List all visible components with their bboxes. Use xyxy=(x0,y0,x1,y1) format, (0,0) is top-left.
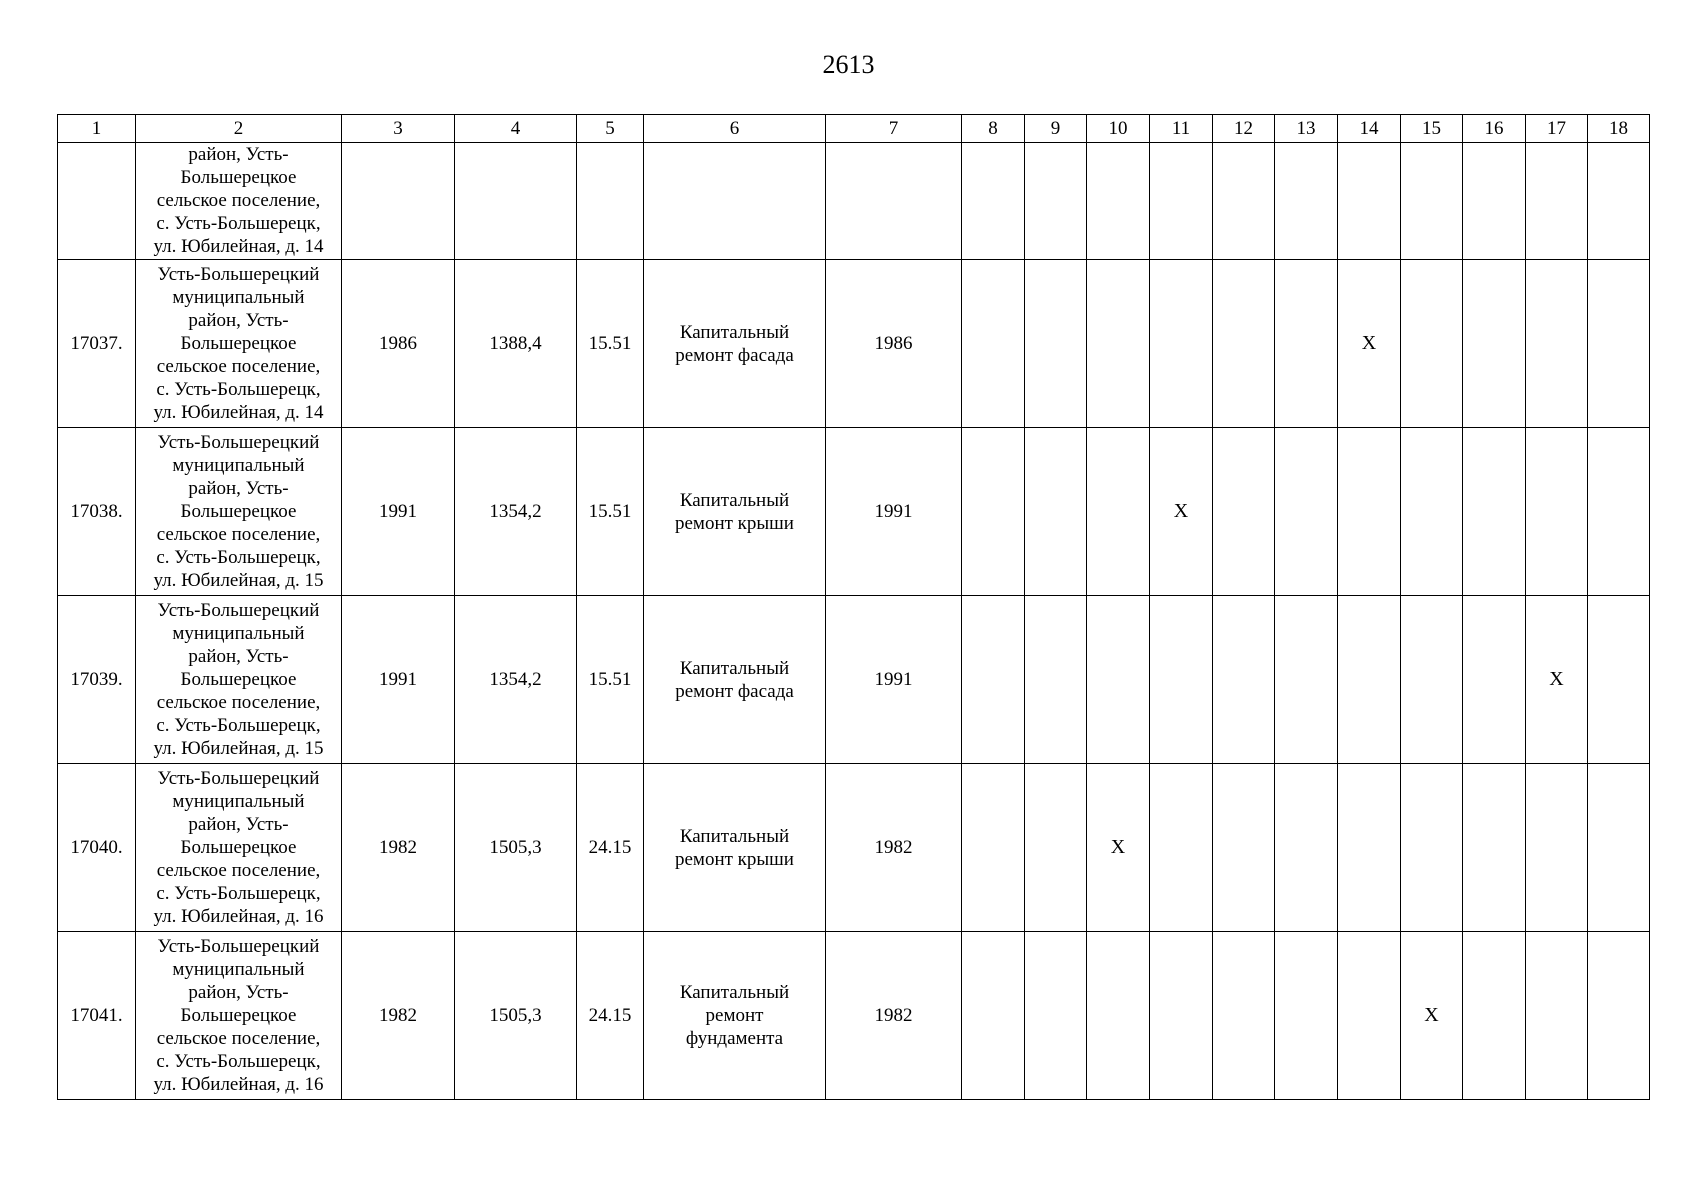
text-line: район, Усть- xyxy=(188,310,289,331)
cost-cell: 24.15 xyxy=(577,932,644,1100)
text-line: район, Усть- xyxy=(188,982,289,1003)
text-line: сельское поселение, xyxy=(156,190,321,211)
work-type-cell xyxy=(644,428,826,596)
empty-cell-8 xyxy=(962,932,1025,1100)
text-line: ул. Юбилейная, д. 15 xyxy=(153,738,324,759)
work-type-cell xyxy=(644,596,826,764)
empty-cell-13 xyxy=(1275,143,1338,260)
mark-cell-15: X xyxy=(1401,932,1463,1100)
text-line: ремонт xyxy=(705,1005,764,1026)
empty-cell-9 xyxy=(1025,764,1087,932)
text-line: Капитальный xyxy=(679,825,790,847)
empty-cell-18 xyxy=(1588,428,1650,596)
text-line: ремонт фасада xyxy=(675,344,794,366)
column-number-16: 16 xyxy=(1463,115,1526,143)
table-row xyxy=(58,260,1650,428)
column-number-13: 13 xyxy=(1275,115,1338,143)
text-line: ул. Юбилейная, д. 16 xyxy=(153,1074,324,1095)
empty-cell-8 xyxy=(962,260,1025,428)
row-number-cell: 17041. xyxy=(58,932,136,1100)
column-number-14: 14 xyxy=(1338,115,1401,143)
column-number-10: 10 xyxy=(1087,115,1150,143)
empty-cell-17 xyxy=(1526,260,1588,428)
column-number-3: 3 xyxy=(342,115,455,143)
empty-cell-17 xyxy=(1526,932,1588,1100)
table-body xyxy=(58,115,1650,1100)
empty-cell-9 xyxy=(1025,260,1087,428)
mark-cell-14: X xyxy=(1338,260,1401,428)
empty-cell-12 xyxy=(1213,932,1275,1100)
column-number-4: 4 xyxy=(455,115,577,143)
text-line: с. Усть-Большерецк, xyxy=(156,715,321,736)
text-line: Усть-Большерецкий xyxy=(157,432,320,453)
work-type-cell xyxy=(644,260,826,428)
text-line: Капитальный xyxy=(679,321,790,343)
text-line: сельское поселение, xyxy=(156,356,321,377)
text-line: муниципальный xyxy=(172,791,305,812)
address-cell xyxy=(136,764,342,932)
empty-cell-13 xyxy=(1275,932,1338,1100)
text-line: ремонт крыши xyxy=(675,512,794,534)
address-cell xyxy=(136,260,342,428)
empty-cell-13 xyxy=(1275,428,1338,596)
area-cell xyxy=(455,143,577,260)
text-line: муниципальный xyxy=(172,287,305,308)
empty-cell-16 xyxy=(1463,143,1526,260)
work-type-cell xyxy=(644,764,826,932)
text-line: район, Усть- xyxy=(188,814,289,835)
mark-cell-11: X xyxy=(1150,428,1213,596)
text-line: сельское поселение, xyxy=(156,524,321,545)
text-line: с. Усть-Большерецк, xyxy=(156,883,321,904)
empty-cell-9 xyxy=(1025,932,1087,1100)
area-cell: 1354,2 xyxy=(455,596,577,764)
mark-cell-17: X xyxy=(1526,596,1588,764)
text-line: муниципальный xyxy=(172,959,305,980)
page-number: 2613 xyxy=(822,50,875,79)
empty-cell-15 xyxy=(1401,428,1463,596)
text-line: район, Усть- xyxy=(188,478,289,499)
address-cell xyxy=(136,596,342,764)
table-row xyxy=(58,764,1650,932)
empty-cell-12 xyxy=(1213,143,1275,260)
work-year-cell: 1982 xyxy=(826,932,962,1100)
empty-cell-16 xyxy=(1463,428,1526,596)
empty-cell-8 xyxy=(962,428,1025,596)
text-line: фундамента xyxy=(685,1028,784,1049)
empty-cell-10 xyxy=(1087,428,1150,596)
empty-cell-13 xyxy=(1275,764,1338,932)
column-number-5: 5 xyxy=(577,115,644,143)
year-cell: 1982 xyxy=(342,764,455,932)
empty-cell-13 xyxy=(1275,596,1338,764)
empty-cell-10 xyxy=(1087,596,1150,764)
text-line: Усть-Большерецкий xyxy=(157,600,320,621)
empty-cell-14 xyxy=(1338,596,1401,764)
column-number-18: 18 xyxy=(1588,115,1650,143)
text-line: Большерецкое xyxy=(180,1005,297,1026)
text-line: муниципальный xyxy=(172,623,305,644)
text-line: с. Усть-Большерецк, xyxy=(156,379,321,400)
address-cell xyxy=(136,932,342,1100)
column-number-row xyxy=(58,115,1650,143)
work-year-cell: 1986 xyxy=(826,260,962,428)
table-row xyxy=(58,428,1650,596)
empty-cell-14 xyxy=(1338,764,1401,932)
column-number-7: 7 xyxy=(826,115,962,143)
year-cell xyxy=(342,143,455,260)
table-row xyxy=(58,932,1650,1100)
column-number-15: 15 xyxy=(1401,115,1463,143)
capital-repair-table xyxy=(57,114,1650,1100)
cost-cell: 15.51 xyxy=(577,260,644,428)
empty-cell-17 xyxy=(1526,428,1588,596)
work-year-cell: 1982 xyxy=(826,764,962,932)
text-line: район, Усть- xyxy=(188,144,289,165)
table-row xyxy=(58,596,1650,764)
text-line: ремонт фасада xyxy=(675,680,794,702)
text-line: ул. Юбилейная, д. 14 xyxy=(153,236,324,257)
text-line: с. Усть-Большерецк, xyxy=(156,213,321,234)
empty-cell-10 xyxy=(1087,260,1150,428)
work-year-cell: 1991 xyxy=(826,596,962,764)
text-line: Большерецкое xyxy=(180,167,297,188)
empty-cell-18 xyxy=(1588,143,1650,260)
empty-cell-17 xyxy=(1526,764,1588,932)
cost-cell xyxy=(577,143,644,260)
column-number-1: 1 xyxy=(58,115,136,143)
text-line: ул. Юбилейная, д. 15 xyxy=(153,570,324,591)
empty-cell-13 xyxy=(1275,260,1338,428)
cost-cell: 15.51 xyxy=(577,596,644,764)
column-number-2: 2 xyxy=(136,115,342,143)
empty-cell-10 xyxy=(1087,143,1150,260)
text-line: Большерецкое xyxy=(180,837,297,858)
empty-cell-11 xyxy=(1150,596,1213,764)
table-row xyxy=(58,143,1650,260)
empty-cell-12 xyxy=(1213,428,1275,596)
text-line: Большерецкое xyxy=(180,501,297,522)
row-number-cell: 17037. xyxy=(58,260,136,428)
empty-cell-18 xyxy=(1588,764,1650,932)
empty-cell-14 xyxy=(1338,932,1401,1100)
year-cell: 1991 xyxy=(342,428,455,596)
row-number-cell: 17038. xyxy=(58,428,136,596)
empty-cell-8 xyxy=(962,143,1025,260)
year-cell: 1991 xyxy=(342,596,455,764)
text-line: муниципальный xyxy=(172,455,305,476)
empty-cell-12 xyxy=(1213,260,1275,428)
work-type-cell xyxy=(644,143,826,260)
empty-cell-16 xyxy=(1463,764,1526,932)
empty-cell-11 xyxy=(1150,260,1213,428)
empty-cell-18 xyxy=(1588,260,1650,428)
work-year-cell: 1991 xyxy=(826,428,962,596)
text-line: Капитальный xyxy=(679,982,790,1003)
text-line: ул. Юбилейная, д. 14 xyxy=(153,402,324,423)
text-line: Усть-Большерецкий xyxy=(157,264,320,285)
empty-cell-9 xyxy=(1025,428,1087,596)
text-line: сельское поселение, xyxy=(156,860,321,881)
empty-cell-18 xyxy=(1588,596,1650,764)
column-number-12: 12 xyxy=(1213,115,1275,143)
empty-cell-10 xyxy=(1087,932,1150,1100)
empty-cell-16 xyxy=(1463,932,1526,1100)
empty-cell-16 xyxy=(1463,596,1526,764)
text-line: сельское поселение, xyxy=(156,1028,321,1049)
empty-cell-16 xyxy=(1463,260,1526,428)
text-line: район, Усть- xyxy=(188,646,289,667)
empty-cell-15 xyxy=(1401,764,1463,932)
text-line: Усть-Большерецкий xyxy=(157,768,320,789)
text-line: с. Усть-Большерецк, xyxy=(156,1051,321,1072)
empty-cell-8 xyxy=(962,596,1025,764)
text-line: Усть-Большерецкий xyxy=(157,936,320,957)
area-cell: 1505,3 xyxy=(455,764,577,932)
column-number-6: 6 xyxy=(644,115,826,143)
text-line: с. Усть-Большерецк, xyxy=(156,547,321,568)
work-year-cell xyxy=(826,143,962,260)
address-cell xyxy=(136,428,342,596)
empty-cell-11 xyxy=(1150,932,1213,1100)
column-number-11: 11 xyxy=(1150,115,1213,143)
year-cell: 1982 xyxy=(342,932,455,1100)
column-number-17: 17 xyxy=(1526,115,1588,143)
area-cell: 1388,4 xyxy=(455,260,577,428)
empty-cell-11 xyxy=(1150,764,1213,932)
column-number-8: 8 xyxy=(962,115,1025,143)
empty-cell-14 xyxy=(1338,428,1401,596)
empty-cell-9 xyxy=(1025,596,1087,764)
text-line: Большерецкое xyxy=(180,669,297,690)
text-line: Капитальный xyxy=(679,489,790,511)
empty-cell-18 xyxy=(1588,932,1650,1100)
row-number-cell xyxy=(58,143,136,260)
empty-cell-9 xyxy=(1025,143,1087,260)
address-cell xyxy=(136,143,342,260)
empty-cell-12 xyxy=(1213,764,1275,932)
empty-cell-15 xyxy=(1401,143,1463,260)
row-number-cell: 17040. xyxy=(58,764,136,932)
text-line: ул. Юбилейная, д. 16 xyxy=(153,906,324,927)
empty-cell-12 xyxy=(1213,596,1275,764)
cost-cell: 15.51 xyxy=(577,428,644,596)
row-number-cell: 17039. xyxy=(58,596,136,764)
text-line: Капитальный xyxy=(679,657,790,679)
year-cell: 1986 xyxy=(342,260,455,428)
empty-cell-15 xyxy=(1401,596,1463,764)
text-line: сельское поселение, xyxy=(156,692,321,713)
area-cell: 1505,3 xyxy=(455,932,577,1100)
work-type-cell xyxy=(644,932,826,1100)
column-number-9: 9 xyxy=(1025,115,1087,143)
cost-cell: 24.15 xyxy=(577,764,644,932)
empty-cell-17 xyxy=(1526,143,1588,260)
empty-cell-11 xyxy=(1150,143,1213,260)
text-line: ремонт крыши xyxy=(675,848,794,870)
empty-cell-15 xyxy=(1401,260,1463,428)
text-line: Большерецкое xyxy=(180,333,297,354)
empty-cell-8 xyxy=(962,764,1025,932)
empty-cell-14 xyxy=(1338,143,1401,260)
mark-cell-10: X xyxy=(1087,764,1150,932)
area-cell: 1354,2 xyxy=(455,428,577,596)
